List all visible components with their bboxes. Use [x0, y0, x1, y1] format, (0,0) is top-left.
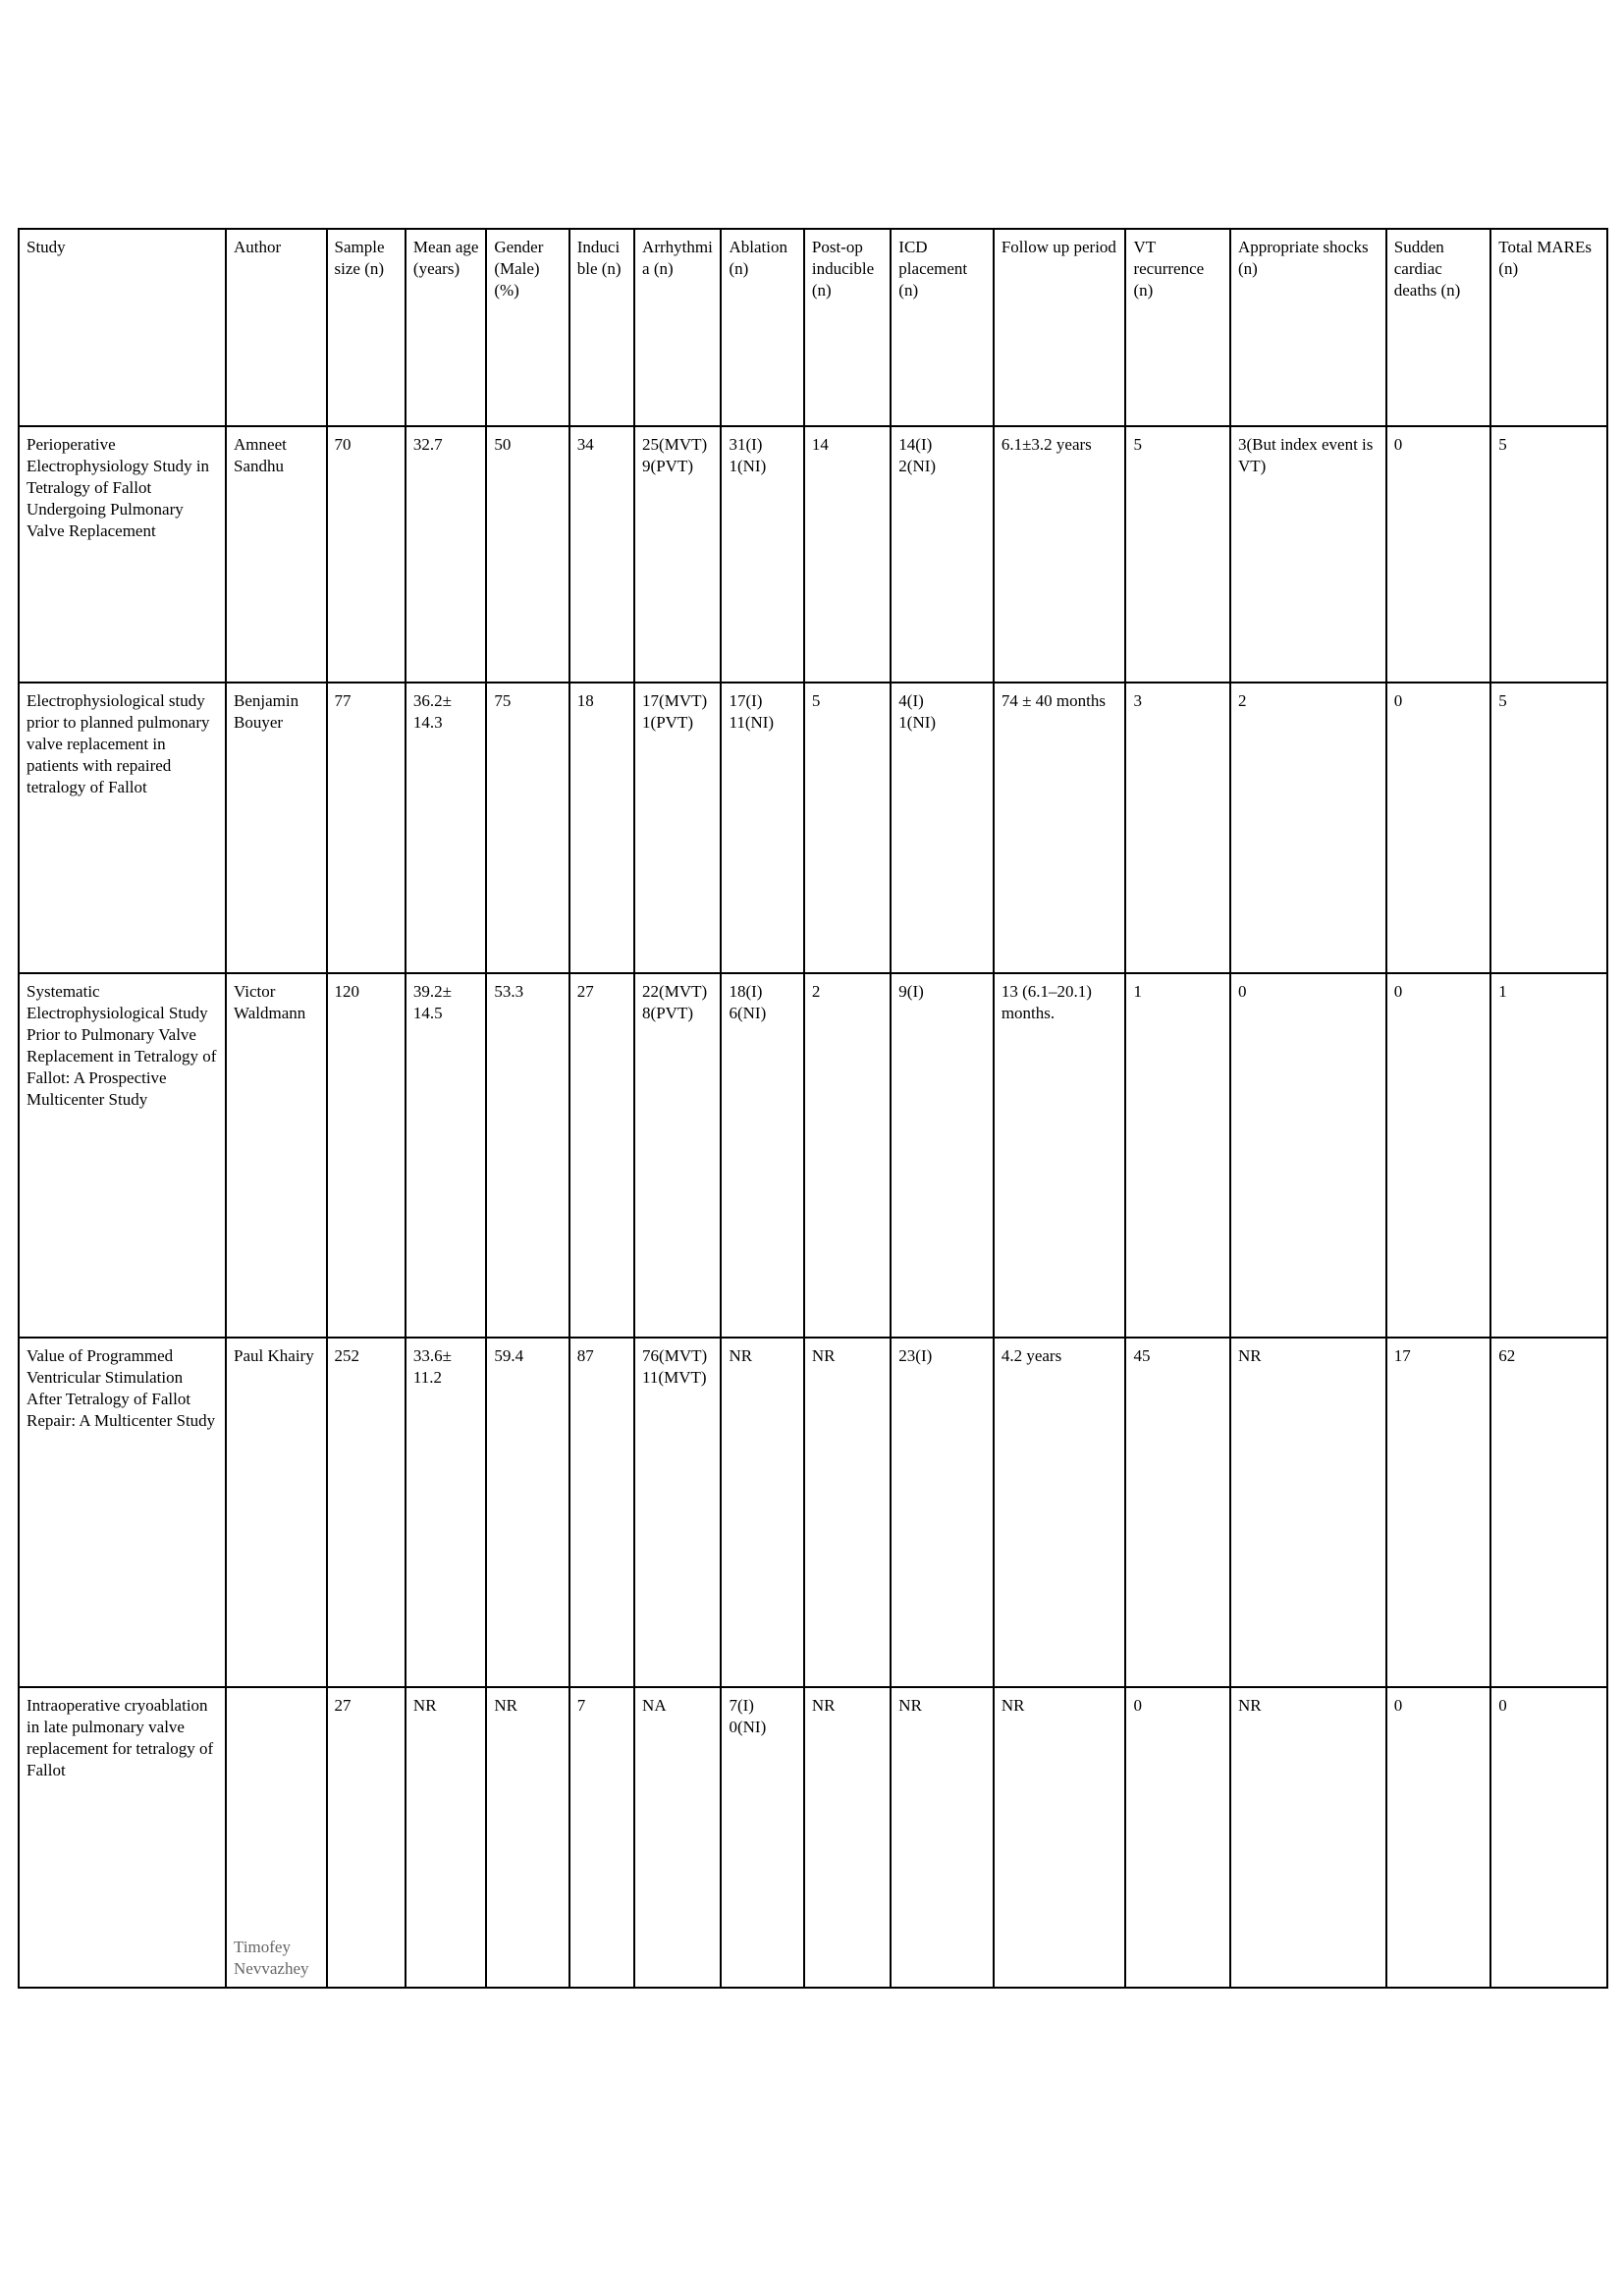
cell-sudden-cardiac-deaths: 0	[1386, 683, 1491, 973]
cell-icd-placement: NR	[891, 1687, 994, 1988]
cell-appropriate-shocks: NR	[1230, 1338, 1386, 1687]
column-header-total-mares: Total MAREs (n)	[1490, 229, 1607, 426]
column-header-study: Study	[19, 229, 226, 426]
cell-study	[19, 1338, 226, 1687]
cell-follow-up: 6.1±3.2 years	[994, 426, 1126, 683]
column-header-postop-inducible: Post-op inducible (n)	[804, 229, 891, 426]
cell-inducible: 27	[569, 973, 634, 1338]
column-header-follow-up: Follow up period	[994, 229, 1126, 426]
cell-mean-age: 33.6± 11.2	[406, 1338, 486, 1687]
column-header-sample-size: Sample size (n)	[327, 229, 406, 426]
study-title-bold: Electrophysiological study prior to planned pulmonary valve replacement in patients with repaired tetralogy of Fallot	[27, 691, 210, 797]
cell-gender: 59.4	[486, 1338, 568, 1687]
cell-appropriate-shocks: 0	[1230, 973, 1386, 1338]
table-row	[19, 973, 1607, 1338]
cell-postop-inducible: 5	[804, 683, 891, 973]
cell-postop-inducible: NR	[804, 1687, 891, 1988]
cell-ablation: 31(I) 1(NI)	[721, 426, 803, 683]
cell-follow-up: NR	[994, 1687, 1126, 1988]
cell-mean-age: 39.2± 14.5	[406, 973, 486, 1338]
cell-sample-size: 77	[327, 683, 406, 973]
table-row	[19, 1687, 1607, 1988]
cell-follow-up: 4.2 years	[994, 1338, 1126, 1687]
cell-arrhythmia: 25(MVT) 9(PVT)	[634, 426, 721, 683]
cell-study	[19, 426, 226, 683]
cell-sample-size: 27	[327, 1687, 406, 1988]
cell-study	[19, 1687, 226, 1988]
cell-ablation: NR	[721, 1338, 803, 1687]
cell-icd-placement: 14(I) 2(NI)	[891, 426, 994, 683]
cell-vt-recurrence: 5	[1125, 426, 1230, 683]
cell-total-mares: 62	[1490, 1338, 1607, 1687]
cell-vt-recurrence: 0	[1125, 1687, 1230, 1988]
cell-appropriate-shocks: 2	[1230, 683, 1386, 973]
column-header-arrhythmia: Arrhythmia (n)	[634, 229, 721, 426]
cell-author: Paul Khairy	[226, 1338, 327, 1687]
cell-vt-recurrence: 45	[1125, 1338, 1230, 1687]
cell-arrhythmia: 17(MVT) 1(PVT)	[634, 683, 721, 973]
column-header-icd-placement: ICD placement (n)	[891, 229, 994, 426]
cell-sample-size: 70	[327, 426, 406, 683]
cell-total-mares: 1	[1490, 973, 1607, 1338]
cell-vt-recurrence: 3	[1125, 683, 1230, 973]
table-row	[19, 1338, 1607, 1687]
cell-gender: NR	[486, 1687, 568, 1988]
cell-total-mares: 5	[1490, 683, 1607, 973]
study-title-bold: Value of Programmed Ventricular Stimulation After Tetralogy of Fallot Repair:	[27, 1346, 191, 1431]
cell-inducible: 7	[569, 1687, 634, 1988]
cell-mean-age: NR	[406, 1687, 486, 1988]
study-title-bold: Perioperative Electrophysiology Study in Tetralogy of Fallot Undergoing Pulmonary Valve Replacement	[27, 435, 210, 541]
cell-sample-size: 120	[327, 973, 406, 1338]
cell-inducible: 87	[569, 1338, 634, 1687]
cell-appropriate-shocks: 3(But index event is VT)	[1230, 426, 1386, 683]
column-header-ablation: Ablation (n)	[721, 229, 803, 426]
cell-follow-up: 13 (6.1–20.1) months.	[994, 973, 1126, 1338]
cell-arrhythmia: 22(MVT) 8(PVT)	[634, 973, 721, 1338]
study-title-plain: A Multicenter Study	[76, 1411, 216, 1431]
cell-postop-inducible: 14	[804, 426, 891, 683]
cell-study	[19, 683, 226, 973]
table-row	[19, 683, 1607, 973]
column-header-mean-age: Mean age (years)	[406, 229, 486, 426]
table-header-row	[19, 229, 1607, 426]
cell-icd-placement: 9(I)	[891, 973, 994, 1338]
cell-postop-inducible: 2	[804, 973, 891, 1338]
cell-author: Amneet Sandhu	[226, 426, 327, 683]
cell-inducible: 34	[569, 426, 634, 683]
cell-ablation: 18(I) 6(NI)	[721, 973, 803, 1338]
cell-sudden-cardiac-deaths: 0	[1386, 426, 1491, 683]
cell-follow-up: 74 ± 40 months	[994, 683, 1126, 973]
column-header-appropriate-shocks: Appropriate shocks (n)	[1230, 229, 1386, 426]
cell-mean-age: 32.7	[406, 426, 486, 683]
cell-author: Benjamin Bouyer	[226, 683, 327, 973]
cell-gender: 75	[486, 683, 568, 973]
table-body	[19, 426, 1607, 1988]
study-comparison-table-wrapper	[18, 228, 1608, 1989]
table-row	[19, 426, 1607, 683]
study-comparison-table	[18, 228, 1608, 1989]
cell-author: Timofey Nevvazhey	[226, 1687, 327, 1988]
cell-ablation: 7(I) 0(NI)	[721, 1687, 803, 1988]
cell-gender: 50	[486, 426, 568, 683]
cell-sudden-cardiac-deaths: 17	[1386, 1338, 1491, 1687]
column-header-gender: Gender (Male) (%)	[486, 229, 568, 426]
cell-sample-size: 252	[327, 1338, 406, 1687]
cell-study	[19, 973, 226, 1338]
cell-postop-inducible: NR	[804, 1338, 891, 1687]
cell-arrhythmia: 76(MVT) 11(MVT)	[634, 1338, 721, 1687]
cell-vt-recurrence: 1	[1125, 973, 1230, 1338]
cell-arrhythmia: NA	[634, 1687, 721, 1988]
cell-icd-placement: 4(I) 1(NI)	[891, 683, 994, 973]
cell-icd-placement: 23(I)	[891, 1338, 994, 1687]
column-header-sudden-cardiac-deaths: Sudden cardiac deaths (n)	[1386, 229, 1491, 426]
cell-sudden-cardiac-deaths: 0	[1386, 973, 1491, 1338]
cell-sudden-cardiac-deaths: 0	[1386, 1687, 1491, 1988]
column-header-vt-recurrence: VT recurrence (n)	[1125, 229, 1230, 426]
study-title-bold: Systematic Electrophysiological Study Prior to Pulmonary Valve Replacement in Tetralogy of Fallot: A Prospective Multicenter Study	[27, 982, 217, 1110]
cell-inducible: 18	[569, 683, 634, 973]
column-header-author: Author	[226, 229, 327, 426]
cell-gender: 53.3	[486, 973, 568, 1338]
cell-mean-age: 36.2± 14.3	[406, 683, 486, 973]
cell-author: Victor Waldmann	[226, 973, 327, 1338]
study-title-bold: Intraoperative cryoablation in late pulmonary valve replacement for tetralogy of Fallot	[27, 1696, 214, 1780]
column-header-inducible: Inducible (n)	[569, 229, 634, 426]
cell-ablation: 17(I) 11(NI)	[721, 683, 803, 973]
cell-appropriate-shocks: NR	[1230, 1687, 1386, 1988]
cell-total-mares: 5	[1490, 426, 1607, 683]
cell-total-mares: 0	[1490, 1687, 1607, 1988]
